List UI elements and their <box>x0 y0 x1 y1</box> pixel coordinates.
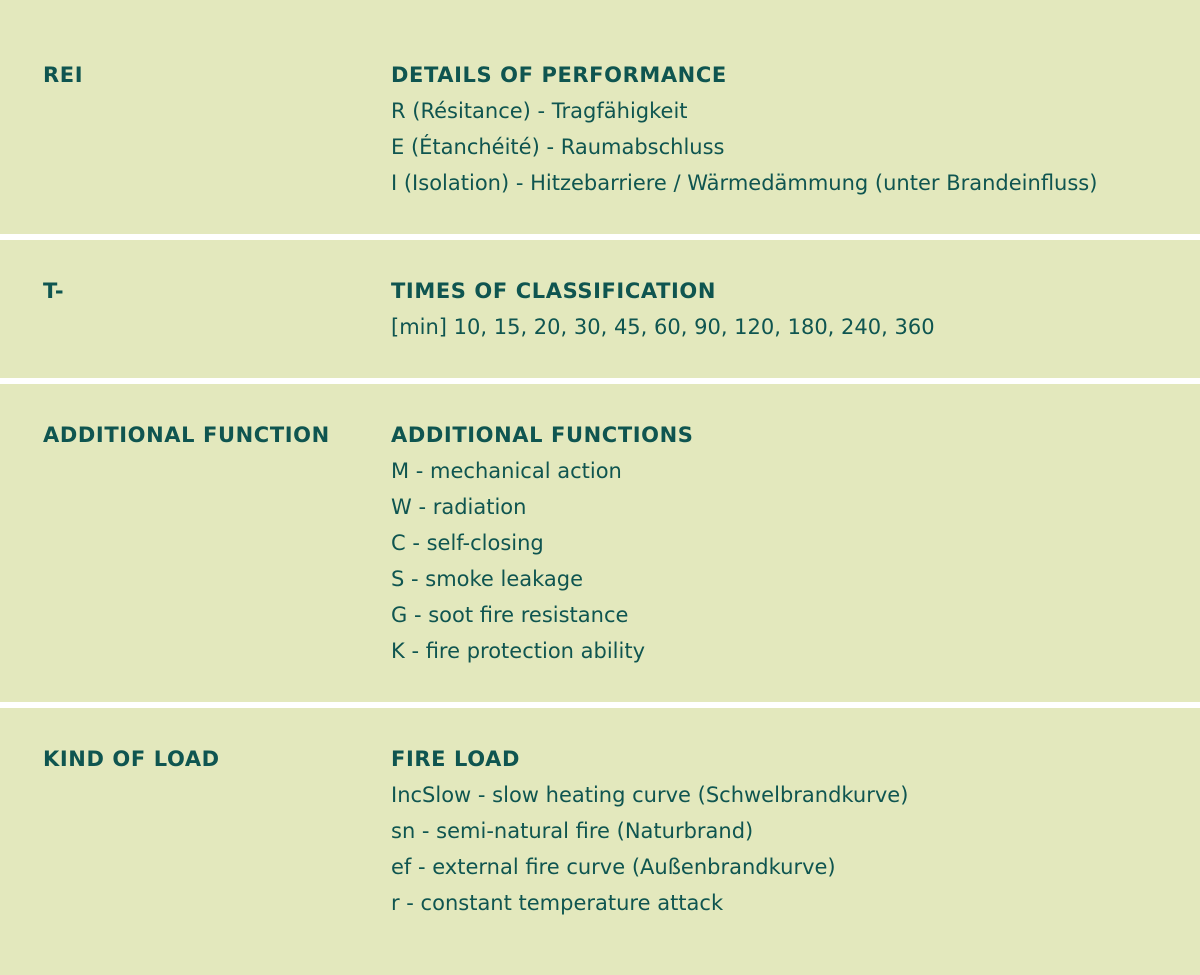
table-row-kind-of-load <box>0 708 1200 975</box>
row-line: C - self-closing <box>391 531 544 555</box>
row-line: I (Isolation) - Hitzebarriere / Wärmedämmung (unter Brandeinfluss) <box>391 171 1098 195</box>
row-line: M - mechanical action <box>391 459 622 483</box>
row-line: K - fire protection ability <box>391 639 646 663</box>
row-key: ADDITIONAL FUNCTION <box>43 423 330 447</box>
row-key: KIND OF LOAD <box>43 747 220 771</box>
row-line: E (Étanchéité) - Raumabschluss <box>391 135 725 159</box>
row-line: sn - semi-natural fire (Naturbrand) <box>391 819 754 843</box>
row-heading: ADDITIONAL FUNCTIONS <box>391 423 694 447</box>
row-line: [min] 10, 15, 20, 30, 45, 60, 90, 120, 180, 240, 360 <box>391 315 935 339</box>
row-line: r - constant temperature attack <box>391 891 724 915</box>
row-line: G - soot fire resistance <box>391 603 629 627</box>
row-heading: TIMES OF CLASSIFICATION <box>391 279 717 303</box>
row-key: T- <box>43 279 65 303</box>
row-value <box>391 57 1097 201</box>
table-row-additional-function <box>0 384 1200 702</box>
row-line: IncSlow - slow heating curve (Schwelbrandkurve) <box>391 783 909 807</box>
table-row-rei <box>0 0 1200 234</box>
row-value <box>391 741 908 921</box>
row-line: S - smoke leakage <box>391 567 584 591</box>
row-value <box>391 417 694 669</box>
row-line: ef - external fire curve (Außenbrandkurve) <box>391 855 836 879</box>
row-line: R (Résitance) - Tragfähigkeit <box>391 99 688 123</box>
row-key: REI <box>43 63 84 87</box>
table-row-times <box>0 240 1200 378</box>
row-value <box>391 273 935 345</box>
row-line: W - radiation <box>391 495 527 519</box>
row-heading: DETAILS OF PERFORMANCE <box>391 63 727 87</box>
row-heading: FIRE LOAD <box>391 747 520 771</box>
